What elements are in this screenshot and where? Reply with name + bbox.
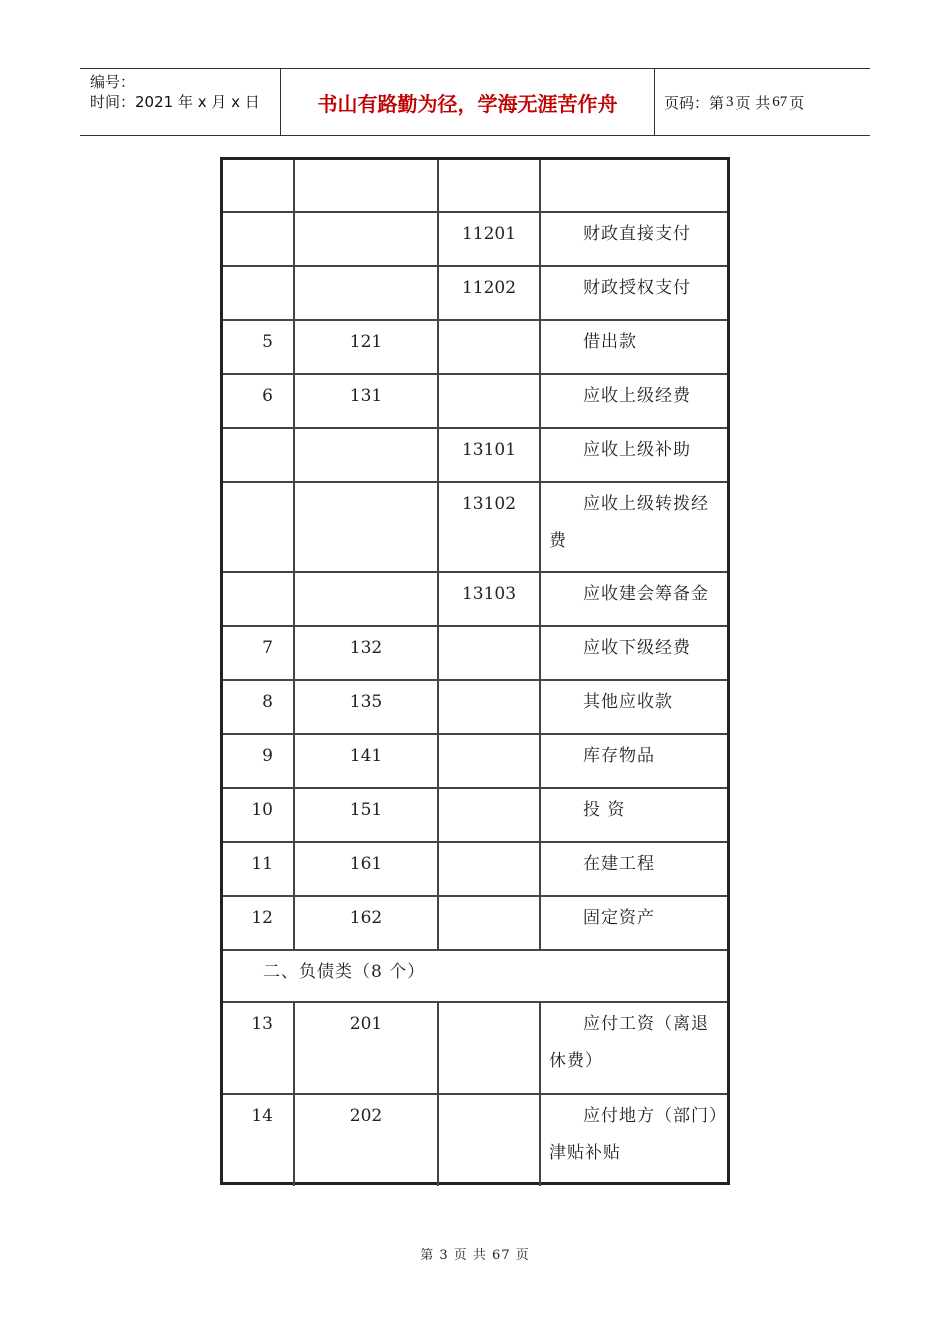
account-code: 141: [349, 746, 383, 766]
row-sequence: 14: [251, 1106, 273, 1126]
table-row: [223, 1094, 727, 1186]
header-motto: 书山有路勤为径，学海无涯苦作舟: [281, 69, 655, 135]
sub-account-code: 13101: [461, 440, 517, 460]
column-divider: [437, 1002, 439, 1094]
column-divider: [539, 320, 541, 374]
page-footer: 第 3 页 共 67 页: [420, 1248, 530, 1263]
column-divider: [293, 266, 295, 320]
page-prefix: 页码：第: [664, 93, 725, 112]
account-name: 财政直接支付: [583, 224, 691, 244]
row-sequence: 6: [262, 386, 273, 406]
column-divider: [539, 160, 541, 212]
row-sequence: 11: [251, 854, 273, 874]
document-time: 时间：2021 年 x 月 x 日: [90, 93, 260, 111]
sub-account-code: [439, 374, 539, 428]
account-name: 库存物品: [583, 746, 655, 766]
current-page-number: 3: [726, 93, 734, 110]
column-divider: [539, 428, 541, 482]
column-divider: [437, 572, 439, 626]
account-name: 应付工资（离退休费）: [549, 1014, 709, 1071]
column-divider: [437, 374, 439, 428]
account-code: 201: [349, 1014, 383, 1034]
account-name: 财政授权支付: [583, 278, 691, 298]
column-divider: [293, 680, 295, 734]
sub-account-code: [439, 1002, 539, 1094]
column-divider: [539, 266, 541, 320]
page-mid: 页 共: [735, 93, 771, 112]
column-divider: [437, 320, 439, 374]
account-code: 132: [349, 638, 383, 658]
sub-account-code: 13102: [461, 494, 517, 514]
row-sequence: 9: [262, 746, 273, 766]
column-divider: [437, 428, 439, 482]
column-divider: [293, 1002, 295, 1094]
account-name: 投 资: [583, 800, 626, 820]
account-name: 应收上级经费: [583, 386, 691, 406]
page-suffix: 页: [789, 93, 805, 112]
column-divider: [293, 842, 295, 896]
column-divider: [437, 160, 439, 212]
sub-account-code: [439, 734, 539, 788]
sub-account-code: [439, 842, 539, 896]
sub-account-code: [439, 320, 539, 374]
column-divider: [539, 842, 541, 896]
account-code: 202: [349, 1106, 383, 1126]
sub-account-code: 11201: [461, 224, 517, 244]
table-row: [223, 734, 727, 788]
sub-account-code: [439, 896, 539, 950]
account-code: [295, 482, 437, 572]
account-code: [295, 266, 437, 320]
row-sequence: [223, 160, 293, 212]
account-code: 162: [349, 908, 383, 928]
account-name: [541, 160, 727, 212]
account-name: 在建工程: [583, 854, 655, 874]
column-divider: [437, 842, 439, 896]
page-header: [80, 68, 870, 136]
table-row: [223, 428, 727, 482]
row-sequence: [223, 482, 293, 572]
category-label: 二、负债类（8 个）: [263, 962, 426, 982]
table-row: [223, 266, 727, 320]
column-divider: [437, 626, 439, 680]
column-divider: [293, 1094, 295, 1186]
sub-account-code: [439, 160, 539, 212]
sub-account-code: [439, 626, 539, 680]
account-name: 应收下级经费: [583, 638, 691, 658]
column-divider: [293, 482, 295, 572]
row-sequence: [223, 266, 293, 320]
table-row: [223, 626, 727, 680]
column-divider: [539, 680, 541, 734]
row-sequence: 5: [262, 332, 273, 352]
sub-account-code: [439, 1094, 539, 1186]
account-code: 135: [349, 692, 383, 712]
table-row: [223, 160, 727, 212]
column-divider: [293, 212, 295, 266]
column-divider: [539, 896, 541, 950]
column-divider: [539, 1002, 541, 1094]
table-row: [223, 680, 727, 734]
column-divider: [293, 374, 295, 428]
sub-account-code: 13103: [461, 584, 517, 604]
column-divider: [437, 896, 439, 950]
column-divider: [293, 626, 295, 680]
account-code: [295, 160, 437, 212]
account-code: 121: [349, 332, 383, 352]
account-name: 应收上级补助: [583, 440, 691, 460]
column-divider: [293, 572, 295, 626]
column-divider: [437, 680, 439, 734]
account-code: [295, 428, 437, 482]
column-divider: [293, 896, 295, 950]
account-name: 应收上级转拨经费: [549, 494, 709, 551]
row-sequence: [223, 428, 293, 482]
row-sequence: 7: [262, 638, 273, 658]
account-code: 131: [349, 386, 383, 406]
account-name: 固定资产: [583, 908, 655, 928]
table-row: [223, 482, 727, 572]
column-divider: [437, 1094, 439, 1186]
column-divider: [437, 266, 439, 320]
row-sequence: 10: [251, 800, 273, 820]
column-divider: [293, 788, 295, 842]
row-sequence: 12: [251, 908, 273, 928]
account-name: 其他应收款: [583, 692, 673, 712]
table-row: [223, 212, 727, 266]
account-code: 161: [349, 854, 383, 874]
column-divider: [293, 320, 295, 374]
header-meta: [80, 69, 281, 135]
table-row: [223, 572, 727, 626]
column-divider: [437, 788, 439, 842]
sub-account-code: [439, 788, 539, 842]
sub-account-code: 11202: [461, 278, 517, 298]
column-divider: [539, 572, 541, 626]
column-divider: [437, 734, 439, 788]
row-sequence: 8: [262, 692, 273, 712]
column-divider: [539, 212, 541, 266]
column-divider: [539, 626, 541, 680]
table-row: [223, 374, 727, 428]
header-page-info: [655, 69, 870, 135]
column-divider: [539, 482, 541, 572]
column-divider: [539, 374, 541, 428]
document-number-label: 编号：: [90, 73, 136, 91]
account-code-table: [220, 157, 730, 1185]
account-code: [295, 212, 437, 266]
account-name: 借出款: [583, 332, 637, 352]
account-name: 应收建会筹备金: [583, 584, 709, 604]
table-row: [223, 320, 727, 374]
table-row: [223, 788, 727, 842]
column-divider: [293, 428, 295, 482]
account-code: 151: [349, 800, 383, 820]
column-divider: [437, 482, 439, 572]
account-code: [295, 572, 437, 626]
row-sequence: [223, 212, 293, 266]
sub-account-code: [439, 680, 539, 734]
row-sequence: 13: [251, 1014, 273, 1034]
total-page-number: 67: [772, 93, 788, 110]
account-name: 应付地方（部门）津贴补贴: [549, 1106, 719, 1163]
column-divider: [293, 160, 295, 212]
row-sequence: [223, 572, 293, 626]
column-divider: [539, 788, 541, 842]
table-row: [223, 896, 727, 950]
column-divider: [539, 734, 541, 788]
table-category-row: [223, 950, 727, 1002]
column-divider: [293, 734, 295, 788]
table-row: [223, 1002, 727, 1094]
table-row: [223, 842, 727, 896]
column-divider: [437, 212, 439, 266]
column-divider: [539, 1094, 541, 1186]
